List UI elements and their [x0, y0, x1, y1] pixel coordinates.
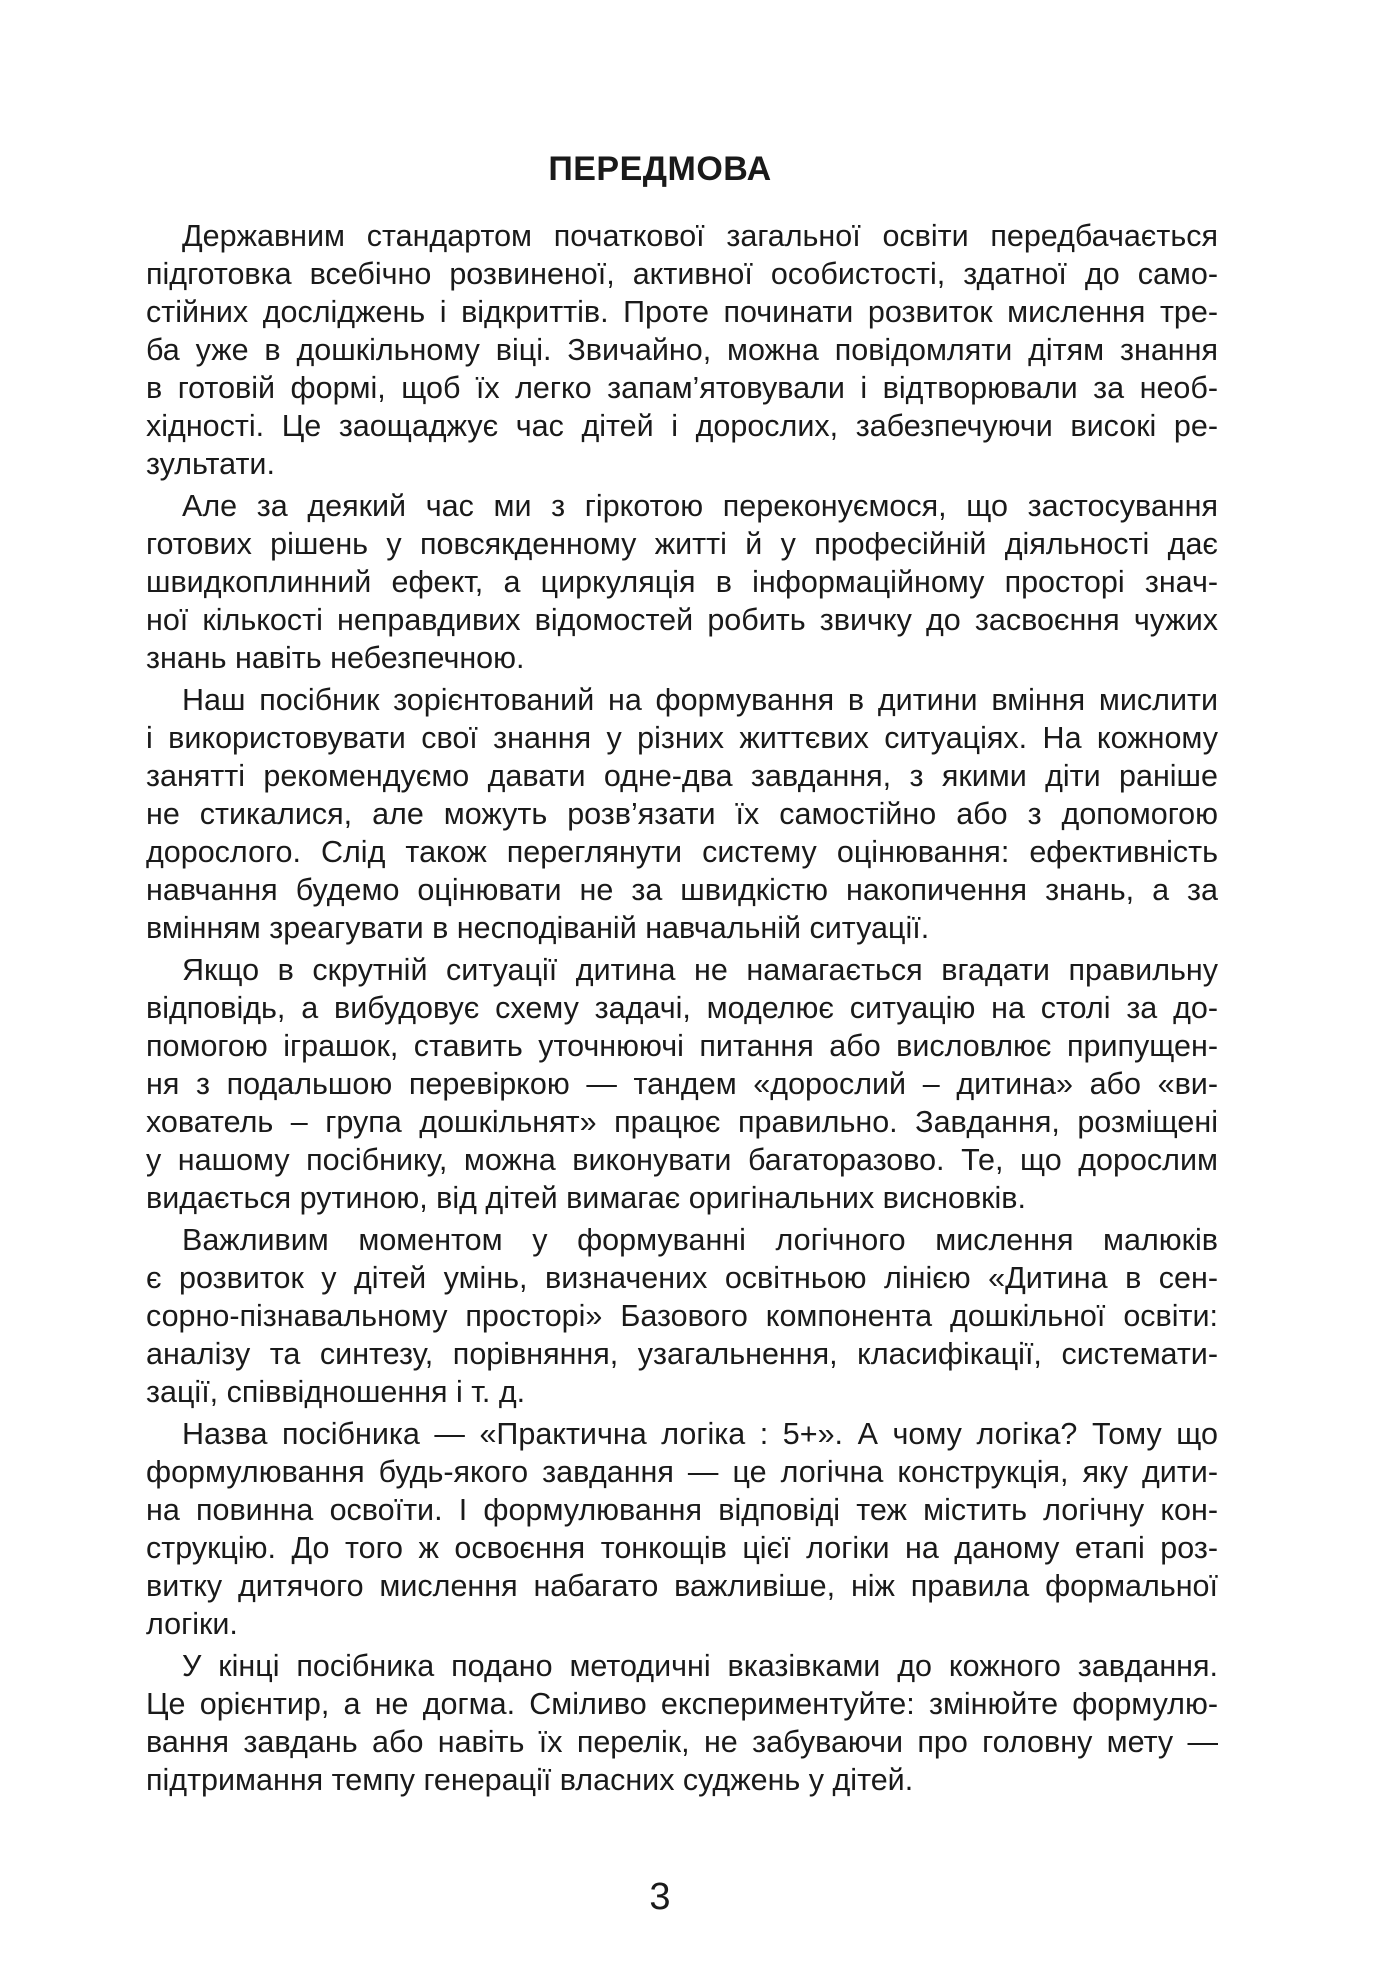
- text-line: є розвиток у дітей умінь, визначених освітньою лінією «Дитина в сен-: [146, 1261, 1218, 1295]
- text-line: аналізу та синтезу, порівняння, узагальнення, класифікації, системати-: [146, 1337, 1218, 1371]
- text-line: підтримання темпу генерації власних суджень у дітей.: [146, 1763, 914, 1797]
- page-title: ПЕРЕДМОВА: [548, 150, 772, 188]
- text-line: зультати.: [146, 447, 275, 481]
- text-line: витку дитячого мислення набагато важливіше, ніж правила формальної: [146, 1569, 1218, 1603]
- text-line: струкцію. До того ж освоєння тонкощів цієї логіки на даному етапі роз-: [146, 1531, 1218, 1565]
- body-text: [146, 217, 1218, 1803]
- paragraph: [146, 217, 1218, 483]
- text-line: занятті рекомендуємо давати одне-два завдання, з якими діти раніше: [146, 759, 1218, 793]
- text-line: дорослого. Слід також переглянути систему оцінювання: ефективність: [146, 835, 1218, 869]
- paragraph: [146, 1221, 1218, 1411]
- text-line: формулювання будь-якого завдання — це логічна конструкція, яку дити-: [146, 1455, 1218, 1489]
- text-line: Але за деякий час ми з гіркотою переконуємося, що застосування: [182, 489, 1218, 523]
- text-line: У кінці посібника подано методичні вказівками до кожного завдання.: [182, 1649, 1218, 1683]
- paragraph: [146, 681, 1218, 947]
- text-line: стійних досліджень і відкриттів. Проте починати розвиток мислення тре-: [146, 295, 1218, 329]
- paragraph: [146, 951, 1218, 1217]
- text-line: хователь – група дошкільнят» працює правильно. Завдання, розміщені: [146, 1105, 1218, 1139]
- text-line: ної кількості неправдивих відомостей робить звичку до засвоєння чужих: [146, 603, 1218, 637]
- paragraph: [146, 1415, 1218, 1643]
- text-line: Назва посібника — «Практична логіка : 5+». А чому логіка? Тому що: [182, 1417, 1218, 1451]
- text-line: ня з подальшою перевіркою — тандем «дорослий – дитина» або «ви-: [146, 1067, 1218, 1101]
- text-line: готових рішень у повсякденному житті й у професійній діяльності дає: [146, 527, 1218, 561]
- text-line: Якщо в скрутній ситуації дитина не намагається вгадати правильну: [182, 953, 1218, 987]
- paragraph: [146, 1647, 1218, 1799]
- text-line: навчання будемо оцінювати не за швидкістю накопичення знань, а за: [146, 873, 1218, 907]
- text-line: і використовувати свої знання у різних життєвих ситуаціях. На кожному: [146, 721, 1218, 755]
- text-line: вання завдань або навіть їх перелік, не забуваючи про головну мету —: [146, 1725, 1218, 1759]
- text-line: Важливим моментом у формуванні логічного мислення малюків: [182, 1223, 1218, 1257]
- text-line: Це орієнтир, а не догма. Сміливо експериментуйте: змінюйте формулю-: [146, 1687, 1218, 1721]
- text-line: відповідь, а вибудовує схему задачі, моделює ситуацію на столі за до-: [146, 991, 1218, 1025]
- text-line: знань навіть небезпечною.: [146, 641, 525, 675]
- text-line: зації, співвідношення і т. д.: [146, 1375, 526, 1409]
- text-line: Наш посібник зорієнтований на формування в дитини вміння мислити: [182, 683, 1218, 717]
- text-line: хідності. Це заощаджує час дітей і дорослих, забезпечуючи високі ре-: [146, 409, 1218, 443]
- text-line: в готовій формі, щоб їх легко запам’ятовували і відтворювали за необ-: [146, 371, 1218, 405]
- text-line: видається рутиною, від дітей вимагає оригінальних висновків.: [146, 1181, 1026, 1215]
- paragraph: [146, 487, 1218, 677]
- text-line: у нашому посібнику, можна виконувати багаторазово. Те, що дорослим: [146, 1143, 1218, 1177]
- text-line: сорно-пізнавальному просторі» Базового компонента дошкільної освіти:: [146, 1299, 1218, 1333]
- page-number: 3: [649, 1876, 671, 1918]
- text-line: підготовка всебічно розвиненої, активної особистості, здатної до само-: [146, 257, 1218, 291]
- text-line: вмінням зреагувати в несподіваній навчальній ситуації.: [146, 911, 930, 945]
- text-line: на повинна освоїти. І формулювання відповіді теж містить логічну кон-: [146, 1493, 1218, 1527]
- text-line: швидкоплинний ефект, а циркуляція в інформаційному просторі знач-: [146, 565, 1218, 599]
- text-line: логіки.: [146, 1607, 238, 1641]
- text-line: не стикалися, але можуть розв’язати їх самостійно або з допомогою: [146, 797, 1218, 831]
- text-line: ба уже в дошкільному віці. Звичайно, можна повідомляти дітям знання: [146, 333, 1218, 367]
- text-line: помогою іграшок, ставить уточнюючі питання або висловлює припущен-: [146, 1029, 1218, 1063]
- text-line: Державним стандартом початкової загальної освіти передбачається: [182, 219, 1218, 253]
